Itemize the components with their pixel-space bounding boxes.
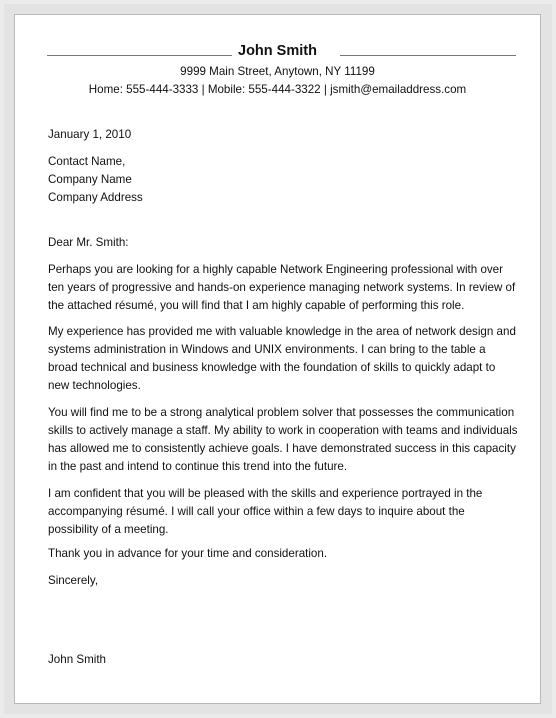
body-paragraph-4: I am confident that you will be pleased with the skills and experience portrayed in the accompanying résumé. I will call your office within a few days to inquire about the possibility of a meeting. bbox=[48, 487, 483, 536]
sender-contact-line: Home: 555-444-3333 | Mobile: 555-444-3322 | jsmith@emailaddress.com bbox=[88, 83, 467, 96]
recipient-company-address: Company Address bbox=[48, 191, 143, 204]
salutation: Dear Mr. Smith: bbox=[48, 236, 129, 249]
body-paragraph-3: You will find me to be a strong analytical problem solver that possesses the communication skills to actively manage a staff. My ability to work in cooperation with teams and individuals has allowed me to consistently achieve goals. I have demonstrated success in this capacity in the past and intend to continue this trend into the future. bbox=[48, 406, 518, 473]
closing: Sincerely, bbox=[48, 574, 99, 587]
recipient-contact-name: Contact Name, bbox=[48, 155, 126, 168]
sender-name: John Smith bbox=[238, 43, 317, 59]
body-paragraph-5: Thank you in advance for your time and consideration. bbox=[48, 547, 328, 560]
sender-address: 9999 Main Street, Anytown, NY 11199 bbox=[180, 65, 375, 78]
document-frame bbox=[4, 4, 552, 714]
letter-page bbox=[14, 14, 541, 704]
signature-name: John Smith bbox=[48, 653, 106, 666]
body-paragraph-1: Perhaps you are looking for a highly capable Network Engineering professional with over ten years of progressive and hands-on experience managing network systems. In review of the attached résumé, you will find that I am highly capable of performing this role. bbox=[48, 263, 516, 312]
recipient-company-name: Company Name bbox=[48, 173, 132, 186]
letter-date: January 1, 2010 bbox=[48, 128, 132, 141]
body-paragraph-2: My experience has provided me with valuable knowledge in the area of network design and systems administration in Windows and UNIX environments. I can bring to the table a broad technical and business knowledge with the foundation of skills to quickly adapt to new technologies. bbox=[48, 325, 516, 392]
